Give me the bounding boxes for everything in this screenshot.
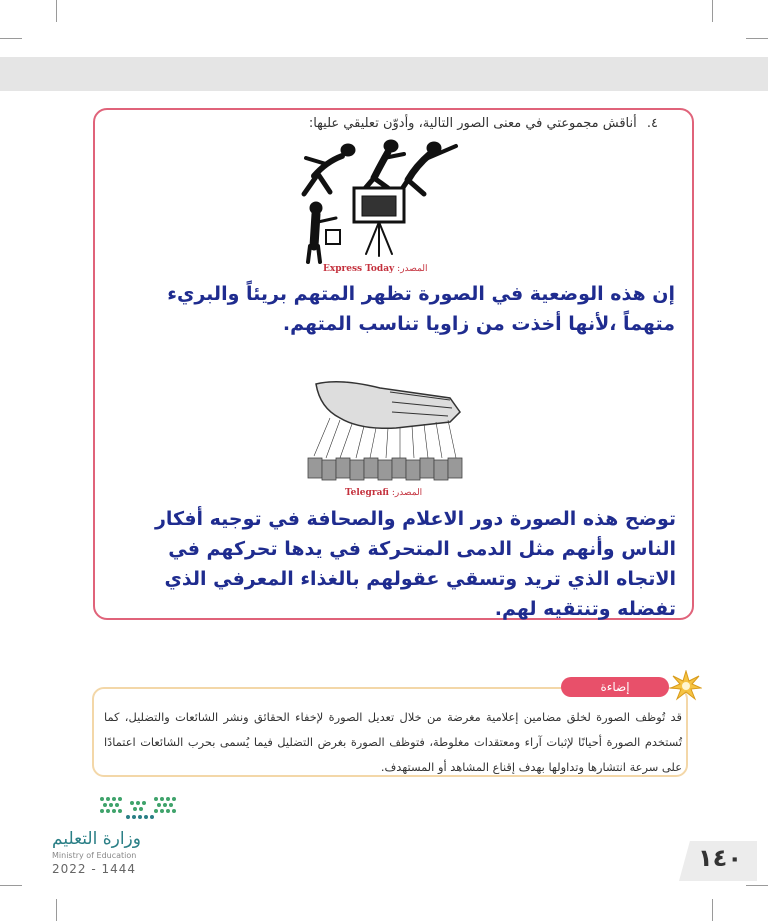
source-name: Express Today bbox=[323, 264, 395, 274]
question-prompt bbox=[309, 116, 658, 131]
crop-mark bbox=[746, 885, 768, 886]
image-source-2 bbox=[345, 488, 422, 498]
cartoon-running-figures-image bbox=[296, 136, 471, 264]
ministry-logo-icon bbox=[98, 795, 180, 825]
academic-year: 2022 - 1444 bbox=[52, 862, 137, 876]
question-text: أناقش مجموعتي في معنى الصور التالية، وأدوّن تعليقي عليها: bbox=[308, 116, 637, 131]
source-label: المصدر: bbox=[397, 264, 428, 274]
page-number: ١٤٠ bbox=[698, 844, 742, 872]
crop-mark bbox=[746, 38, 768, 39]
crop-mark bbox=[56, 899, 57, 921]
question-number: ٤. bbox=[646, 116, 658, 131]
crop-mark bbox=[712, 899, 713, 921]
source-name: Telegrafi bbox=[345, 488, 389, 498]
note-title-badge: إضاءة bbox=[561, 677, 669, 697]
source-label: المصدر: bbox=[391, 488, 423, 498]
ministry-name-english: Ministry of Education bbox=[52, 851, 137, 860]
header-band bbox=[0, 57, 768, 91]
answer-2: توضح هذه الصورة دور الاعلام والصحافة في توجيه أفكار الناس وأنهم مثل الدمى المتحركة في يدها تحركهم في الاتجاه الذي تريد وتسقي عقولهم بالغذاء المعرفي الذي تفضله وتنتقيه لهم. bbox=[154, 508, 676, 620]
note-text: قد تُوظف الصورة لخلق مضامين إعلامية مغرضة من خلال تعديل الصورة لإخفاء الحقائق ونشر الشائعات والتضليل، كما تُستخدم الصورة أحيانًا لإثبات آراء ومعتقدات مغلوطة، فتوظف الصورة بغرض التضليل فيما يُسمى بحرب الشائعات اعتمادًا على سرعة انتشارها وتداولها بهدف إقناع المشاهد أو المستهدف. bbox=[104, 710, 682, 774]
starburst-icon bbox=[670, 670, 702, 702]
answer-1: إن هذه الوضعية في الصورة تظهر المتهم بريئاً والبريء متهماً ،لأنها أخذت من زاويا تناسب المتهم. bbox=[167, 283, 675, 335]
cartoon-puppet-hand-image bbox=[300, 378, 470, 486]
image-source-1 bbox=[323, 264, 428, 274]
crop-mark bbox=[0, 885, 22, 886]
crop-mark bbox=[712, 0, 713, 22]
crop-mark bbox=[56, 0, 57, 22]
ministry-name-arabic: وزارة التعليم bbox=[52, 829, 141, 849]
crop-mark bbox=[0, 38, 22, 39]
